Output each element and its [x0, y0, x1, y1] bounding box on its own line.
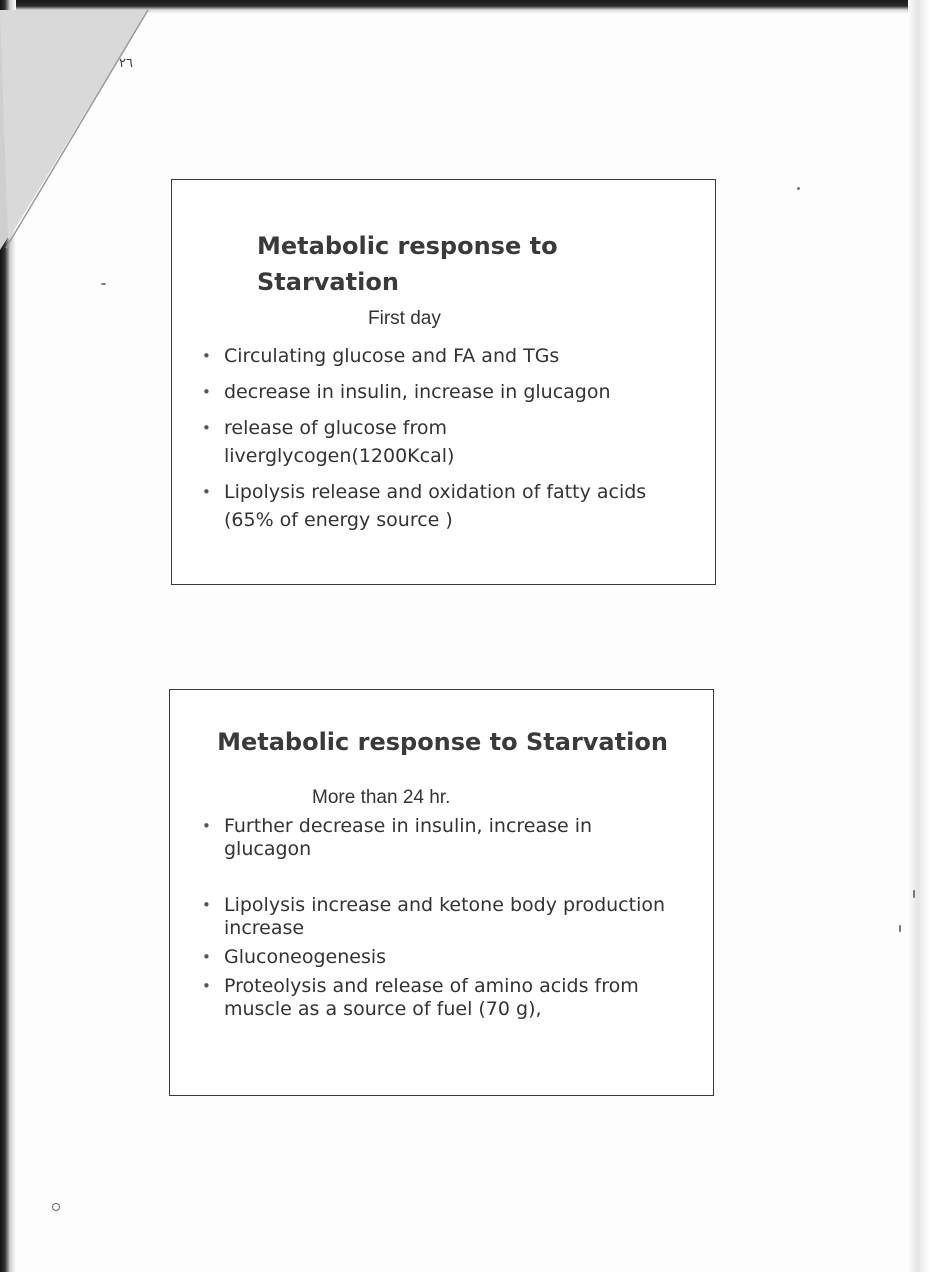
- bullet-item: • Lipolysis increase and ketone body production increase: [202, 894, 694, 940]
- scan-speck: [101, 283, 106, 285]
- bullet-item: • decrease in insulin, increase in glucagon: [202, 378, 702, 406]
- bullet-list: [202, 815, 702, 1027]
- scan-right-edge: [908, 0, 930, 1272]
- slide-title: Metabolic response to Starvation: [217, 728, 668, 756]
- page-number: ٢٦: [119, 56, 133, 71]
- slide-title: Metabolic response to Starvation: [257, 232, 558, 296]
- folded-corner: [0, 0, 160, 260]
- bullet-item: • Lipolysis release and oxidation of fatty acids (65% of energy source ): [202, 478, 674, 534]
- scan-speck: [797, 187, 800, 190]
- bullet-item: • Gluconeogenesis: [202, 946, 702, 969]
- bullet-item: • Proteolysis and release of amino acids from muscle as a source of fuel (70 g),: [202, 975, 674, 1021]
- scan-speck: [899, 925, 901, 932]
- slide-subtitle: More than 24 hr.: [312, 787, 451, 808]
- bullet-item: • Further decrease in insulin, increase in glucagon: [202, 815, 624, 861]
- slide-subtitle: First day: [368, 308, 441, 329]
- slide-first-day: [171, 179, 716, 585]
- scan-speck: [913, 890, 915, 898]
- scan-speck: [52, 1203, 60, 1211]
- bullet-item: • release of glucose from liverglycogen(1200Kcal): [202, 414, 464, 470]
- bullet-list: [202, 342, 702, 542]
- slide-more-than-24hr: [169, 689, 714, 1096]
- bullet-item: • Circulating glucose and FA and TGs: [202, 342, 702, 370]
